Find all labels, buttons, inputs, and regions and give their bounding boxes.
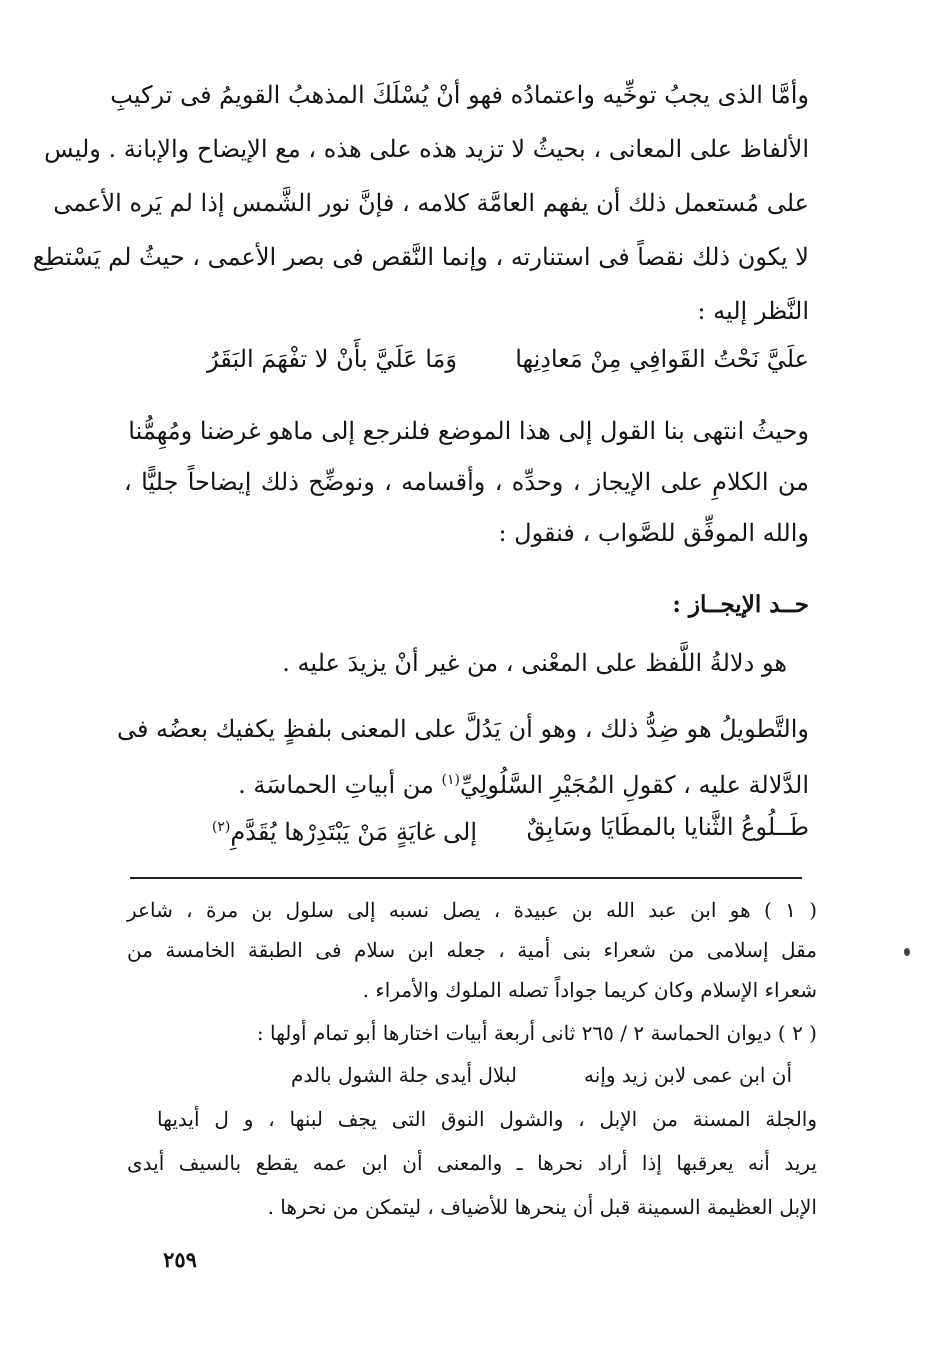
body-line-6: وحيثُ انتهى بنا القول إلى هذا الموضع فلنرجع إلى ماهو غرضنا ومُهِمُّنا: [128, 417, 809, 445]
footnote-1-line-2: مقل إسلامى من شعراء بنى أمية ، جعله ابن سلام فى الطبقة الخامسة من: [127, 938, 817, 962]
body-line-1: وأمَّا الذى يجبُ توخِّيه واعتمادُه فهو أنْ يُسْلَكَ المذهبُ القويمُ فى تركيبِ: [110, 81, 809, 109]
footnote-separator: [130, 877, 802, 879]
page-number: ٢٥٩: [163, 1247, 197, 1272]
verse-1-first-hemistich: علَيَّ نَحْتُ القَوافِي مِنْ مَعادِنِها: [515, 345, 809, 373]
footnote-2-line-3: يريد أنه يعرقبها إذا أراد نحرها ـ والمعنى أن ابن عمه يقطع بالسيف أيدى: [127, 1151, 817, 1175]
definition-line: هو دلالةُ اللَّفظ على المعْنى ، من غير أنْ يزيدَ عليه .: [282, 649, 787, 677]
body-line-10-end: من أبياتِ الحماسَة .: [238, 771, 434, 799]
footnote-2-line-1: ( ٢ ) ديوان الحماسة ٢ / ٢٦٥ ثانى أربعة أبيات اختارها أبو تمام أولها :: [256, 1021, 817, 1045]
body-line-3: على مُستعمل ذلك أن يفهم العامَّة كلامه ، فإنَّ نور الشَّمس إذا لم يَره الأعمى: [53, 189, 809, 217]
body-line-10-text: الدَّلالة عليه ، كقولِ المُجَيْرِ السَّلُولِيِّ: [460, 771, 809, 799]
footnote-1-line-1: ( ١ ) هو ابن عبد الله بن عبيدة ، يصل نسبه إلى سلول بن مرة ، شاعر: [127, 898, 817, 922]
verse-2-first-hemistich: طَــلُوعُ الثَّنايا بالمطَايَا وسَابِقٌ: [526, 813, 809, 841]
footnote-2-line-2: والجلة المسنة من الإبل ، والشول النوق التى يجف لبنها ، و ل أيديها: [157, 1107, 817, 1131]
verse-1-second-hemistich: وَمَا عَلَيَّ بأَنْ لا تفْهَمَ البَقَرُ: [207, 345, 457, 373]
body-line-10: [124, 763, 809, 802]
body-line-5: النَّظر إليه :: [697, 297, 809, 325]
footnote-ref-2: (٢): [211, 819, 231, 835]
footnote-ref-1: (١): [441, 772, 460, 788]
body-line-4: لا يكون ذلك نقصاً فى استنارته ، وإنما النَّقص فى بصر الأعمى ، حيثُ لم يَسْتطِع: [32, 243, 809, 271]
footnote-2-line-4: الإبل العظيمة السمينة قبل أن ينحرها للأضياف ، ليتمكن من نحرها .: [267, 1195, 817, 1219]
footnote-1-line-3: شعراء الإسلام وكان كريما جواداً تصله الملوك والأمراء .: [362, 978, 817, 1002]
body-line-2: الألفاظ على المعانى ، بحيثُ لا تزيد هذه على هذه ، مع الإيضاح والإبانة . وليس: [44, 135, 809, 163]
footnote-2-verse-first: أن ابن عمى لابن زيد وإنه: [584, 1063, 792, 1087]
body-line-8: والله الموفِّق للصَّواب ، فنقول :: [498, 519, 809, 547]
verse-2-second-hemistich: [212, 810, 477, 849]
section-heading: حــد الإيجــاز :: [672, 591, 809, 618]
verse-2-second-hemistich-text: إلى غايَةٍ مَنْ يَبْتَدِرْها يُقَدَّمِ: [230, 818, 477, 846]
body-line-9: والتَّطويلُ هو ضِدُّ ذلك ، وهو أن يَدُلَّ على المعنى بلفظٍ يكفيك بعضُه فى: [116, 715, 809, 743]
body-line-7: من الكلامِ على الإيجاز ، وحدِّه ، وأقسامه ، ونوضِّح ذلك إيضاحاً جليًّا ،: [124, 468, 809, 496]
footnote-2-verse-second: لبلال أيدى جلة الشول بالدم: [291, 1063, 517, 1087]
scan-speck: [904, 948, 910, 956]
